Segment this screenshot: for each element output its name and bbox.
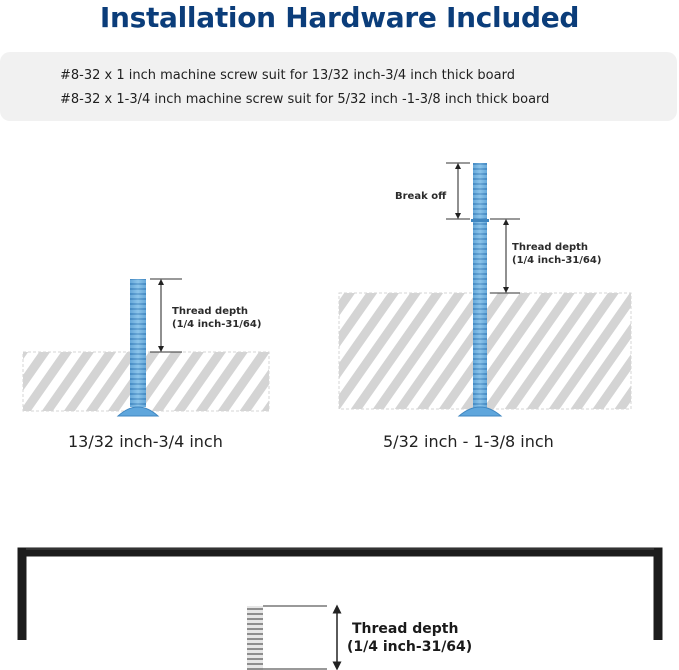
- bottom-screw-thread: [247, 606, 337, 670]
- bottom-thread-depth-label: Thread depth: [352, 621, 459, 637]
- spec-line-short-screw: #8-32 x 1 inch machine screw suit for 13/32 inch-3/4 inch thick board: [60, 68, 515, 83]
- left-thread-depth-label: Thread depth: [172, 306, 249, 317]
- left-thread-depth-range: (1/4 inch-31/64): [172, 319, 262, 330]
- break-off-dimension: [446, 163, 470, 219]
- right-thread-depth-range: (1/4 inch-31/64): [512, 255, 602, 266]
- spec-line-long-screw: #8-32 x 1-3/4 inch machine screw suit for 5/32 inch -1-3/8 inch thick board: [60, 92, 550, 107]
- handle-bar: [22, 549, 658, 640]
- bottom-thread-depth-range: (1/4 inch-31/64): [347, 639, 473, 655]
- right-board-caption: 5/32 inch - 1-3/8 inch: [383, 432, 554, 451]
- break-off-label: Break off: [395, 191, 447, 202]
- left-board-caption: 13/32 inch-3/4 inch: [68, 432, 223, 451]
- page-title: Installation Hardware Included: [99, 1, 580, 34]
- right-thread-depth-label: Thread depth: [512, 242, 589, 253]
